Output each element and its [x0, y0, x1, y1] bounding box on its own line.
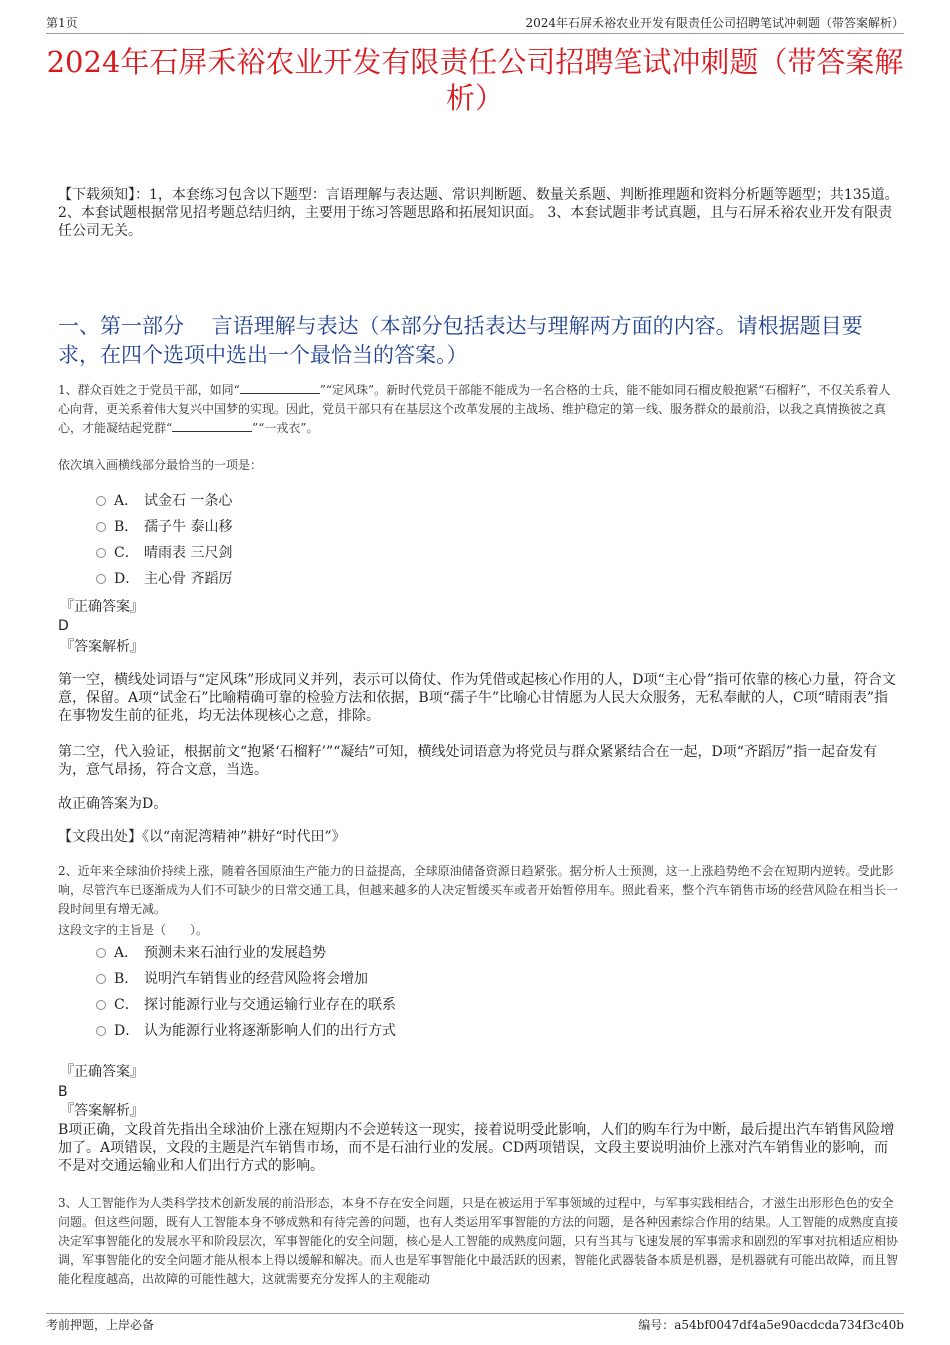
q1-stem-part-b: ”“定风珠”。新时代党员干部能不能成为一名合格的士兵，能不能如同石榴皮般抱紧“石榴籽”，不仅关系着人心向背，更关系着伟大复兴中国梦的实现。因此，党员干部只有在基层这个改革发展的主战场、维护稳定的第一线、服务群众的最前沿，以我之真情换彼之真心，才能凝结起党群“	[58, 383, 891, 435]
footer-divider	[46, 1313, 904, 1314]
q1-analysis-3: 故正确答案为D。	[58, 796, 168, 812]
radio-icon[interactable]	[96, 948, 106, 958]
q1-blank-1	[240, 381, 320, 394]
q2-correct-answer: B	[58, 1084, 68, 1100]
q1-stem-part-c: ”“一戎衣”。	[252, 421, 319, 435]
page-footer	[46, 1316, 904, 1334]
radio-icon[interactable]	[96, 496, 106, 506]
question-1-prompt: 依次填入画横线部分最恰当的一项是：	[58, 458, 263, 472]
q1-source: 【文段出处】《以“南泥湾精神”耕好“时代田”》	[58, 829, 346, 845]
header-doc-title: 2024年石屏禾裕农业开发有限责任公司招聘笔试冲刺题（带答案解析）	[525, 16, 904, 30]
q1-option-c[interactable]: C． 晴雨表 三尺剑	[96, 544, 232, 562]
radio-icon[interactable]	[96, 574, 106, 584]
radio-icon[interactable]	[96, 1000, 106, 1010]
page-header	[46, 14, 904, 32]
q1-analysis-2: 第二空，代入验证，根据前文“抱紧‘石榴籽’”“凝结”可知，横线处词语意为将党员与群众紧紧结合在一起，D项“齐蹈厉”指一起奋发有为，意气昂扬，符合文意，当选。	[58, 744, 878, 778]
q1-correct-answer: D	[58, 618, 69, 634]
footer-slogan: 考前押题，上岸必备	[46, 1318, 155, 1332]
header-divider	[46, 33, 904, 34]
q1-analysis-1: 第一空，横线处词语与“定风珠”形成同义并列，表示可以倚仗、作为凭借或起核心作用的人，D项“主心骨”指可依靠的核心力量，符合文意，保留。A项“试金石”比喻精确可靠的检验方法和依据，B项“孺子牛”比喻心甘情愿为人民大众服务，无私奉献的人，C项“晴雨表”指在事物发生前的征兆，均无法体现核心之意，排除。	[58, 672, 896, 724]
radio-icon[interactable]	[96, 974, 106, 984]
document-title: 2024年石屏禾裕农业开发有限责任公司招聘笔试冲刺题（带答案解析）	[46, 45, 904, 115]
q2-correct-label: 『正确答案』	[60, 1064, 144, 1080]
q2-option-b[interactable]: B． 说明汽车销售业的经营风险将会增加	[96, 970, 368, 988]
question-2-prompt: 这段文字的主旨是（ ）。	[58, 923, 209, 937]
q2-analysis: B项正确，文段首先指出全球油价上涨在短期内不会逆转这一现实，接着说明受此影响，人们的购车行为中断，最后提出汽车销售风险增加了。A项错误，文段的主题是汽车销售市场，而不是石油行业的发展。CD两项错误，文段主要说明油价上涨对汽车销售业的影响，而不是对交通运输业和人们出行方式的影响。	[58, 1122, 895, 1174]
section-heading: 一、第一部分 言语理解与表达（本部分包括表达与理解两方面的内容。请根据题目要求，在四个选项中选出一个最恰当的答案。）	[58, 314, 863, 367]
q1-blank-2	[172, 419, 252, 432]
q2-option-c[interactable]: C． 探讨能源行业与交通运输行业存在的联系	[96, 996, 396, 1014]
q1-option-b[interactable]: B． 孺子牛 泰山移	[96, 518, 232, 536]
page-number: 第1页	[46, 16, 78, 30]
radio-icon[interactable]	[96, 522, 106, 532]
q2-option-a[interactable]: A． 预测未来石油行业的发展趋势	[96, 944, 326, 962]
q1-option-a[interactable]: A． 试金石 一条心	[96, 492, 232, 510]
question-1-stem	[58, 381, 900, 438]
question-2-stem: 2、近年来全球油价持续上涨，随着各国原油生产能力的日益提高，全球原油储备资源日趋紧张。据分析人士预测，这一上涨趋势绝不会在短期内逆转。受此影响，尽管汽车已逐渐成为人们不可缺少的日常交通工具，但越来越多的人决定暂缓买车或者开始暂停用车。照此看来，整个汽车销售市场的经营风险在相当长一段时间里有增无减。	[58, 864, 899, 916]
question-3-stem: 3、人工智能作为人类科学技术创新发展的前沿形态，本身不存在安全问题，只是在被运用于军事领域的过程中，与军事实践相结合，才滋生出形形色色的安全问题。但这些问题，既有人工智能本身不够成熟和有待完善的问题，也有人类运用军事智能的方法的问题，是各种因素综合作用的结果。人工智能的成熟度直接决定军事智能化的发展水平和阶段层次，军事智能化的安全问题，核心是人工智能的成熟度问题，只有当其与飞速发展的军事需求和剧烈的军事对抗相适应相协调，军事智能化的安全问题才能从根本上得以缓解和解决。而人也是军事智能化中最活跃的因素，智能化武器装备本质是机器，是机器就有可能出故障，而且智能化程度越高，出故障的可能性越大，这就需要充分发挥人的主观能动	[58, 1196, 899, 1286]
footer-serial: 编号：a54bf0047df4a5e90acdcda734f3c40b	[638, 1318, 904, 1332]
radio-icon[interactable]	[96, 548, 106, 558]
radio-icon[interactable]	[96, 1026, 106, 1036]
q1-stem-part-a: 1、群众百姓之于党员干部，如同“	[58, 383, 240, 397]
q1-option-d[interactable]: D． 主心骨 齐蹈厉	[96, 570, 232, 588]
q2-analysis-label: 『答案解析』	[60, 1103, 144, 1119]
download-notice: 【下载须知】：1，本套练习包含以下题型：言语理解与表达题、常识判断题、数量关系题、判断推理题和资料分析题等题型；共135道。 2、本套试题根据常见招考题总结归纳，主要用于练习答题思路和拓展知识面。 3、本套试题非考试真题，且与石屏禾裕农业开发有限责任公司无关。	[58, 187, 899, 239]
q2-option-d[interactable]: D． 认为能源行业将逐渐影响人们的出行方式	[96, 1022, 396, 1040]
q1-correct-label: 『正确答案』	[60, 599, 144, 615]
q1-analysis-label: 『答案解析』	[60, 639, 144, 655]
